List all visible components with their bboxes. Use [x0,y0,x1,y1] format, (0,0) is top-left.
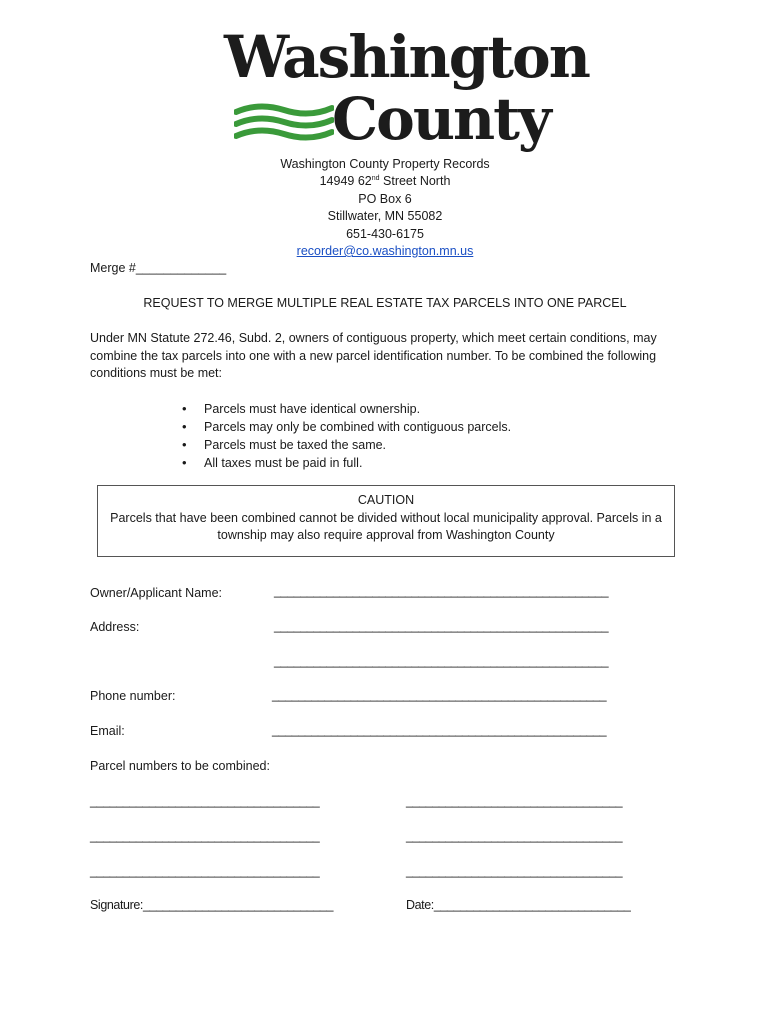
email-label: Email: [90,724,125,738]
address-label: Address: [90,620,140,634]
caution-box [97,485,675,557]
address-field-line2[interactable]: ___________________________________________________ [274,654,609,668]
logo-word-county: County [332,85,550,153]
merge-number-field[interactable]: Merge #_____________ [90,261,227,275]
address-street-number: 14949 62 [319,174,372,188]
intro-paragraph: Under MN Statute 272.46, Subd. 2, owners of contiguous property, which meet certain conditions, may combine the tax parcels into one with a new parcel identification number. To be combined the following conditions must be met: [90,331,657,380]
document-title: REQUEST TO MERGE MULTIPLE REAL ESTATE TAX PARCELS INTO ONE PARCEL [143,296,627,310]
caution-heading: CAUTION [357,493,415,507]
parcel-number-field[interactable]: ___________________________________ [90,829,320,843]
parcel-number-field[interactable]: ___________________________________ [90,794,320,808]
signature-field[interactable]: _____________________________ [142,898,333,912]
condition-item: • Parcels may only be combined with contiguous parcels. [182,418,511,436]
condition-item: • All taxes must be paid in full. [182,454,511,472]
washington-county-logo [224,23,589,156]
parcel-numbers-label: Parcel numbers to be combined: [90,759,270,773]
logo-waves-icon [234,102,334,146]
email-field[interactable]: ___________________________________________________ [272,723,607,737]
caution-text: Parcels that have been combined cannot be divided without local municipality approval. Parcels in a township may also require approval from Washington County [110,510,662,542]
address-street-suffix: nd [371,174,380,182]
owner-name-field[interactable]: ___________________________________________________ [274,584,609,598]
parcel-number-field[interactable]: _________________________________ [406,829,623,843]
date-field[interactable]: ______________________________ [433,898,631,912]
address-field-line1[interactable]: ___________________________________________________ [274,619,609,633]
condition-item: • Parcels must have identical ownership. [182,400,511,418]
address-phone: 651-430-6175 [346,227,424,241]
address-office: Washington County Property Records [280,157,490,171]
date-label: Date: [406,898,434,912]
parcel-number-field[interactable]: _________________________________ [406,864,623,878]
signature-label: Signature: [90,898,143,912]
phone-label: Phone number: [90,689,176,703]
phone-field[interactable]: ___________________________________________________ [272,688,607,702]
address-street [185,173,585,191]
signature-row [90,898,333,912]
owner-name-label: Owner/Applicant Name: [90,586,223,600]
address-street-rest: Street North [379,174,451,188]
logo-word-washington: Washington [224,23,589,91]
address-email [185,243,585,261]
parcel-number-field[interactable]: ___________________________________ [90,864,320,878]
conditions-list [182,400,511,472]
date-row [406,898,630,912]
email-link[interactable]: recorder@co.washington.mn.us [296,244,474,258]
address-po-box: PO Box 6 [358,192,412,206]
address-city: Stillwater, MN 55082 [327,209,443,223]
condition-item: • Parcels must be taxed the same. [182,436,511,454]
parcel-number-field[interactable]: _________________________________ [406,794,623,808]
